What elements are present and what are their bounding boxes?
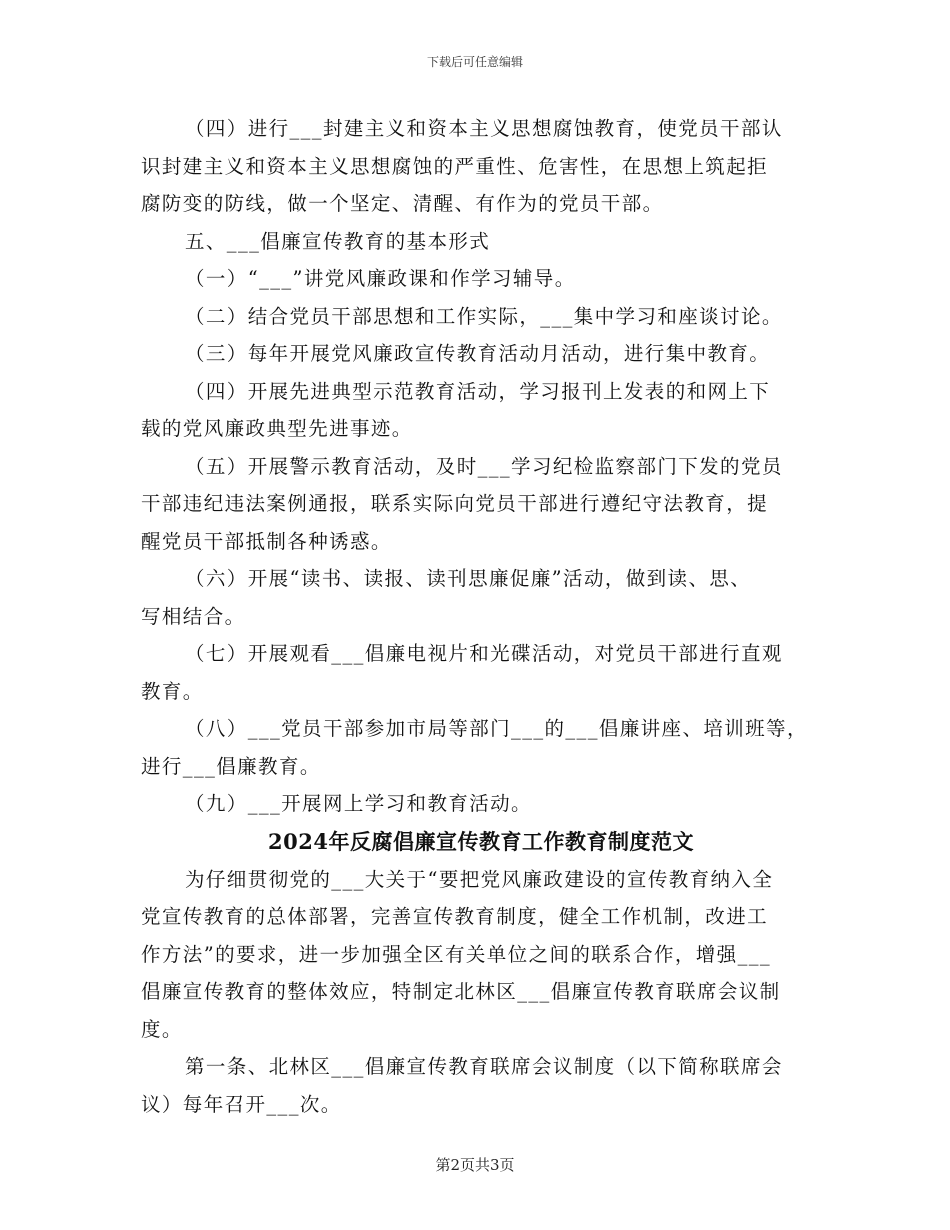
text-line: （九）___开展网上学习和教育活动。 — [185, 792, 532, 815]
paragraphs-after-title — [141, 861, 821, 1124]
text-line: 五、___倡廉宣传教育的基本形式 — [185, 229, 491, 253]
text-line: 干部违纪违法案例通报，联系实际向党员干部进行遵纪守法教育，提 — [141, 492, 769, 515]
text-line: 党宣传教育的总体部署，完善宣传教育制度，健全工作机制，改进工 — [141, 905, 769, 928]
text-line: （四）进行___封建主义和资本主义思想腐蚀教育，使党员干部认 — [185, 117, 783, 140]
text-line: 载的党风廉政典型先进事迹。 — [141, 417, 413, 440]
text-line: 倡廉宣传教育的整体效应，特制定北林区___倡廉宣传教育联席会议制 — [141, 980, 781, 1003]
paragraphs-before-title — [141, 110, 821, 823]
text-line: 识封建主义和资本主义思想腐蚀的严重性、危害性，在思想上筑起拒 — [141, 154, 769, 178]
text-line: （七）开展观看___倡廉电视片和光碟活动，对党员干部进行直观 — [185, 642, 783, 665]
text-line: （四）开展先进典型示范教育活动，学习报刊上发表的和网上下 — [185, 379, 771, 403]
text-line: （五）开展警示教育活动，及时___学习纪检监察部门下发的党员 — [185, 454, 783, 478]
text-line: 教育。 — [141, 679, 204, 703]
text-line: （一）“___”讲党风廉政课和作学习辅导。 — [185, 267, 576, 290]
page-footer: 第2页共3页 — [435, 1156, 515, 1174]
text-line: 议）每年召开___次。 — [141, 1092, 342, 1116]
section-title: 2024年反腐倡廉宣传教育工作教育制度范文 — [268, 828, 694, 854]
text-line: （三）每年开展党风廉政宣传教育活动月活动，进行集中教育。 — [185, 342, 771, 365]
document-body — [141, 110, 821, 1123]
text-line: （六）开展“读书、读报、读刊思廉促廉”活动，做到读、思、 — [185, 567, 752, 590]
text-line: （二）结合党员干部思想和工作实际，___集中学习和座谈讨论。 — [185, 304, 783, 328]
text-line: 为仔细贯彻党的___大关于“要把党风廉政建设的宣传教育纳入全 — [185, 867, 774, 891]
text-line: 作方法”的要求，进一步加强全区有关单位之间的联系合作，增强___ — [141, 942, 772, 966]
text-line: 进行___倡廉教育。 — [141, 754, 321, 778]
text-line: 度。 — [141, 1017, 183, 1041]
page-header: 下载后可任意编辑 — [426, 55, 523, 69]
text-line: （八）___党员干部参加市局等部门___的___倡廉讲座、培训班等， — [185, 717, 808, 740]
text-line: 写相结合。 — [141, 604, 246, 628]
text-line: 第一条、北林区___倡廉宣传教育联席会议制度（以下简称联席会 — [185, 1055, 783, 1078]
text-line: 醒党员干部抵制各种诱惑。 — [141, 529, 392, 553]
text-line: 腐防变的防线，做一个坚定、清醒、有作为的党员干部。 — [141, 192, 664, 215]
